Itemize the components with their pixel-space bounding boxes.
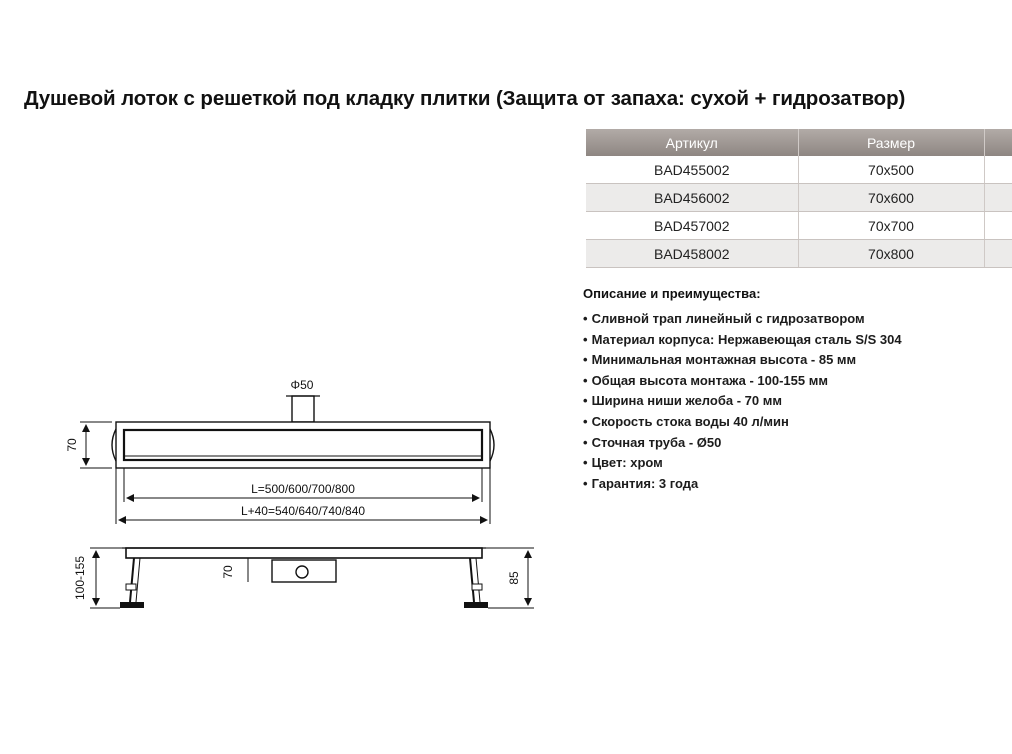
left-foot <box>120 602 144 608</box>
feature-text: Скорость стока воды 40 л/мин <box>591 413 789 429</box>
bullet: • <box>583 372 588 388</box>
table-row <box>586 212 1012 240</box>
feature-text: Ширина ниши желоба - 70 мм <box>591 393 782 409</box>
size-cell: 70x700 <box>798 212 984 240</box>
list-item <box>583 433 1003 454</box>
extra-cell <box>984 240 1012 268</box>
list-item <box>583 350 1003 371</box>
description-block <box>583 286 1003 494</box>
bullet: • <box>583 413 588 429</box>
article-cell: BAD457002 <box>586 212 798 240</box>
pipe-diameter-label: Φ50 <box>290 378 314 392</box>
page-title: Душевой лоток с решеткой под кладку плитки (Защита от запаха: сухой + гидрозатвор) <box>24 87 906 110</box>
top-view <box>65 378 494 524</box>
header-article: Артикул <box>586 129 798 156</box>
right-foot <box>464 602 488 608</box>
bullet: • <box>583 393 588 409</box>
trap-height-label: 70 <box>221 565 235 579</box>
min-height-label: 85 <box>507 571 521 585</box>
table-row <box>586 156 1012 184</box>
list-item <box>583 412 1003 433</box>
feature-text: Гарантия: 3 года <box>591 475 699 491</box>
size-cell: 70x500 <box>798 156 984 184</box>
bullet: • <box>583 455 588 471</box>
article-cell: BAD456002 <box>586 184 798 212</box>
left-leg-inner <box>136 558 140 602</box>
side-view <box>73 548 534 608</box>
feature-text: Общая высота монтажа - 100-155 мм <box>591 372 828 388</box>
left-clamp <box>126 584 136 590</box>
size-cell: 70x800 <box>798 240 984 268</box>
extra-cell <box>984 156 1012 184</box>
list-item <box>583 453 1003 474</box>
feature-text: Материал корпуса: Нержавеющая сталь S/S 304 <box>591 331 902 347</box>
extra-cell <box>984 184 1012 212</box>
bullet: • <box>583 331 588 347</box>
drain-outlet-icon <box>296 566 308 578</box>
length-label: L=500/600/700/800 <box>251 482 355 496</box>
description-title: Описание и преимущества: <box>583 286 761 301</box>
height-range-label: 100-155 <box>73 555 87 601</box>
bullet: • <box>583 352 588 368</box>
extra-cell <box>984 212 1012 240</box>
article-cell: BAD458002 <box>586 240 798 268</box>
header-extra <box>984 129 1012 156</box>
left-leg <box>130 558 134 602</box>
right-leg-inner <box>476 558 480 602</box>
list-item <box>583 330 1003 351</box>
size-cell: 70x600 <box>798 184 984 212</box>
right-clamp <box>472 584 482 590</box>
right-leg <box>470 558 474 602</box>
bullet: • <box>583 475 588 491</box>
header-size: Размер <box>798 129 984 156</box>
feature-text: Сточная труба - Ø50 <box>591 434 722 450</box>
feature-list <box>583 309 1003 494</box>
table-row <box>586 240 1012 268</box>
feature-text: Цвет: хром <box>591 455 663 471</box>
list-item <box>583 474 1003 495</box>
bullet: • <box>583 434 588 450</box>
feature-text: Минимальная монтажная высота - 85 мм <box>591 352 857 368</box>
feature-text: Сливной трап линейный с гидрозатвором <box>591 311 865 326</box>
article-cell: BAD455002 <box>586 156 798 184</box>
technical-drawing <box>0 280 580 640</box>
width-label: 70 <box>65 438 79 452</box>
bullet: • <box>583 311 588 326</box>
table-header-row <box>586 129 1012 156</box>
total-length-label: L+40=540/640/740/840 <box>240 504 366 518</box>
grate-profile <box>126 548 482 558</box>
list-item <box>583 309 1003 330</box>
drain-pipe-top <box>292 396 314 422</box>
list-item <box>583 371 1003 392</box>
list-item <box>583 391 1003 412</box>
table-row <box>586 184 1012 212</box>
product-table <box>586 129 1012 268</box>
